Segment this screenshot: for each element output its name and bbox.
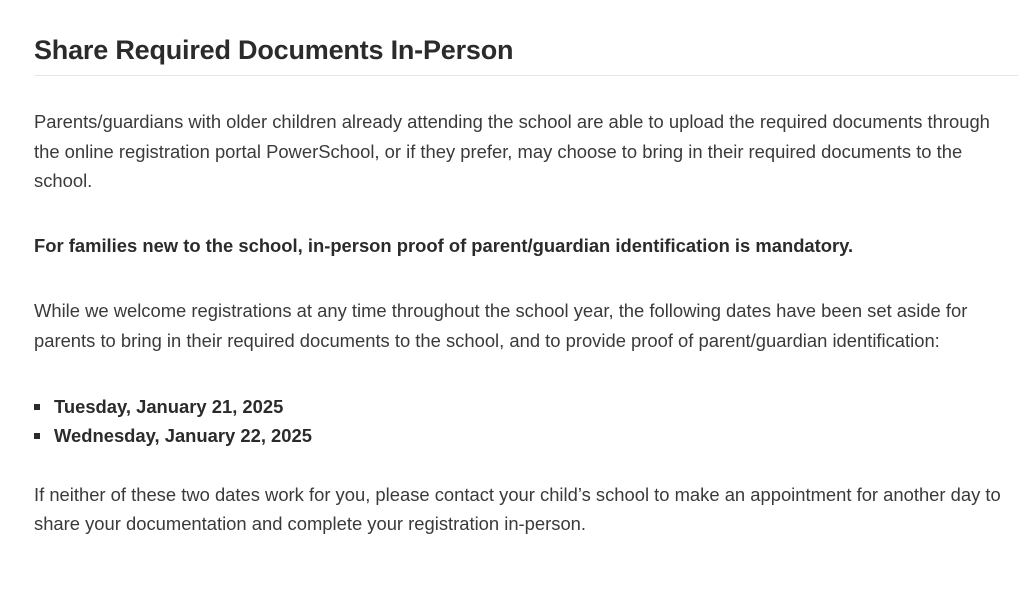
square-bullet-icon — [34, 404, 40, 410]
title-divider — [34, 75, 1018, 76]
closing-paragraph: If neither of these two dates work for you, please contact your child’s school to make an appointment for another day to share your documentation and complete your registration in-person. — [34, 483, 1001, 535]
section-title: Share Required Documents In-Person — [34, 35, 514, 65]
square-bullet-icon — [34, 433, 40, 439]
intro-paragraph: Parents/guardians with older children already attending the school are able to upload the required documents through the online registration portal PowerSchool, or if they prefer, may choose to bring in their required documents to the school. — [34, 111, 990, 192]
dates-list — [34, 392, 1018, 451]
date-label: Tuesday, January 21, 2025 — [54, 395, 284, 417]
date-label: Wednesday, January 22, 2025 — [54, 425, 312, 447]
date-item — [34, 421, 1018, 451]
mandatory-note: For families new to the school, in-person proof of parent/guardian identification is mandatory. — [34, 234, 854, 256]
date-item — [34, 392, 1018, 422]
dates-intro-paragraph: While we welcome registrations at any time throughout the school year, the following dates have been set aside for parents to bring in their required documents to the school, and to provide proof of parent/guardian identification: — [34, 300, 968, 351]
